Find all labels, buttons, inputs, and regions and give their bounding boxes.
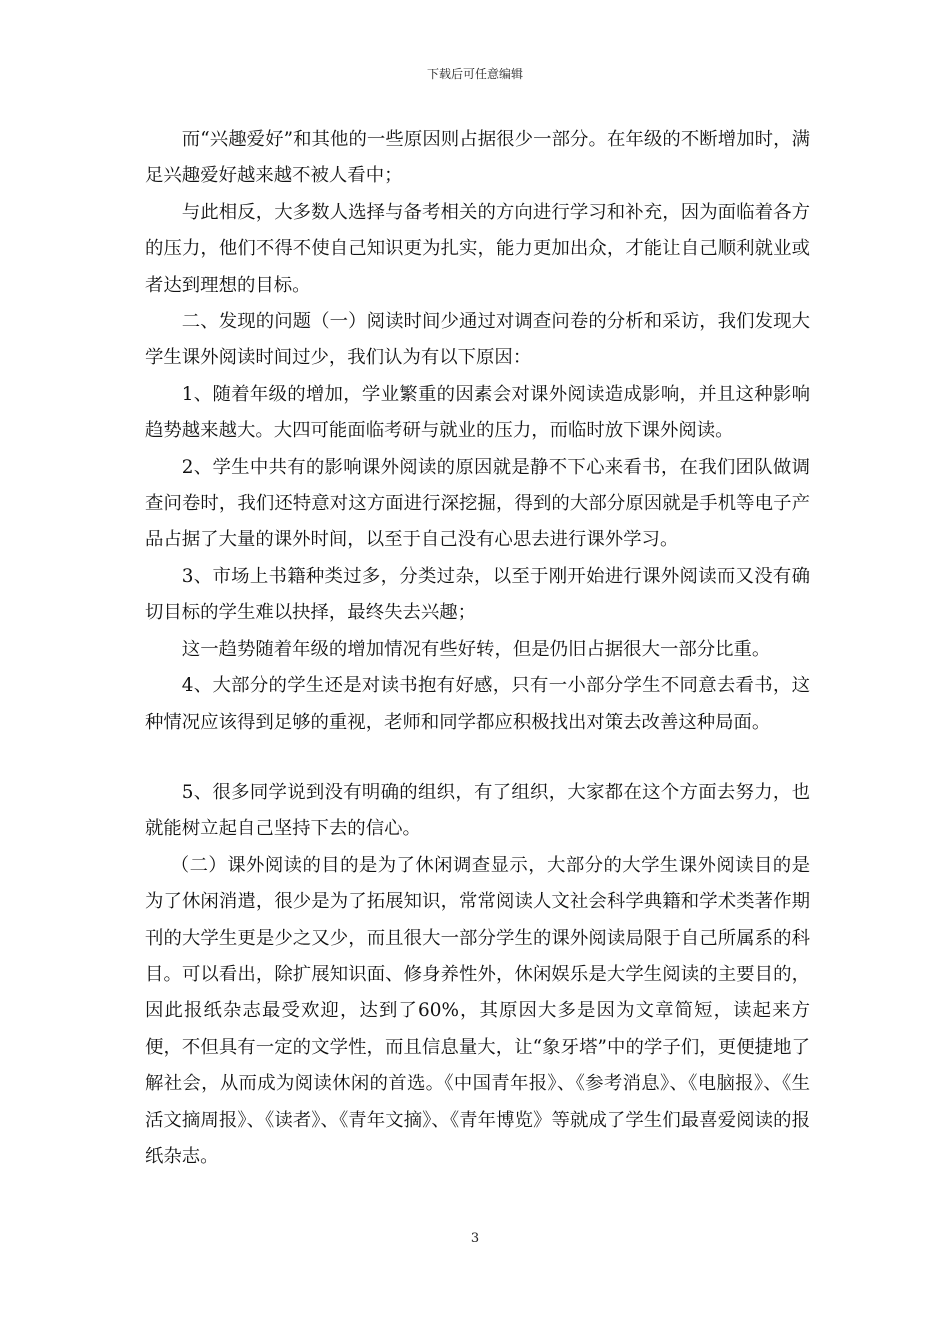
paragraph-trend: 这一趋势随着年级的增加情况有些好转，但是仍旧占据很大一部分比重。: [181, 638, 771, 660]
paragraph-problems-reading-time: 二、发现的问题（一）阅读时间少通过对调查问卷的分析和采访，我们发现大学生课外阅读时间过少，我们认为有以下原因：: [145, 311, 810, 369]
paragraph-leisure-purpose: （二）课外阅读的目的是为了休闲调查显示，大部分的大学生课外阅读目的是为了休闲消遣，很少是为了拓展知识，常常阅读人文社会科学典籍和学术类著作期刊的大学生更是少之又少，而且很大一部分学生的课外阅读局限于自己所属系的科目。可以看出，除扩展知识面、修身养性外，休闲娱乐是大学生阅读的主要目的，因此报纸杂志最受欢迎，达到了60%，其原因大多是因为文章简短，读起来方便，不但具有一定的文学性，而且信息量大，让“象牙塔”中的学子们，更便捷地了解社会，从而成为阅读休闲的首选。《中国青年报》、《参考消息》、《电脑报》、《生活文摘周报》、《读者》、《青年文摘》、《青年博览》等就成了学生们最喜爱阅读的报纸杂志。: [145, 854, 810, 1167]
paragraph-reason-3: 3、市场上书籍种类过多，分类过杂，以至于刚开始进行课外阅读而又没有确切目标的学生难以抉择，最终失去兴趣；: [145, 565, 810, 624]
paragraph-exam-preparation: 与此相反，大多数人选择与备考相关的方向进行学习和补充，因为面临着各方的压力，他们不得不使自己知识更为扎实，能力更加出众，才能让自己顺利就业或者达到理想的目标。: [145, 201, 810, 296]
document-body: [145, 122, 810, 1175]
page-number: 3: [470, 1231, 480, 1246]
paragraph-reason-4: 4、大部分的学生还是对读书抱有好感，只有一小部分学生不同意去看书，这种情况应该得到足够的重视，老师和同学都应积极找出对策去改善这种局面。: [145, 675, 810, 733]
paragraph-interest-hobbies: 而“兴趣爱好”和其他的一些原因则占据很少一部分。在年级的不断增加时，满足兴趣爱好越来越不被人看中；: [145, 129, 810, 187]
paragraph-reason-2: 2、学生中共有的影响课外阅读的原因就是静不下心来看书，在我们团队做调查问卷时，我们还特意对这方面进行深挖掘，得到的大部分原因就是手机等电子产品占据了大量的课外时间，以至于自己没有心思去进行课外学习。: [145, 456, 810, 551]
paragraph-reason-1: 1、随着年级的增加，学业繁重的因素会对课外阅读造成影响，并且这种影响趋势越来越大。大四可能面临考研与就业的压力，而临时放下课外阅读。: [145, 383, 810, 442]
page-header: 下载后可任意编辑: [426, 67, 523, 81]
paragraph-reason-5: 5、很多同学说到没有明确的组织，有了组织，大家都在这个方面去努力，也就能树立起自己坚持下去的信心。: [145, 781, 810, 840]
